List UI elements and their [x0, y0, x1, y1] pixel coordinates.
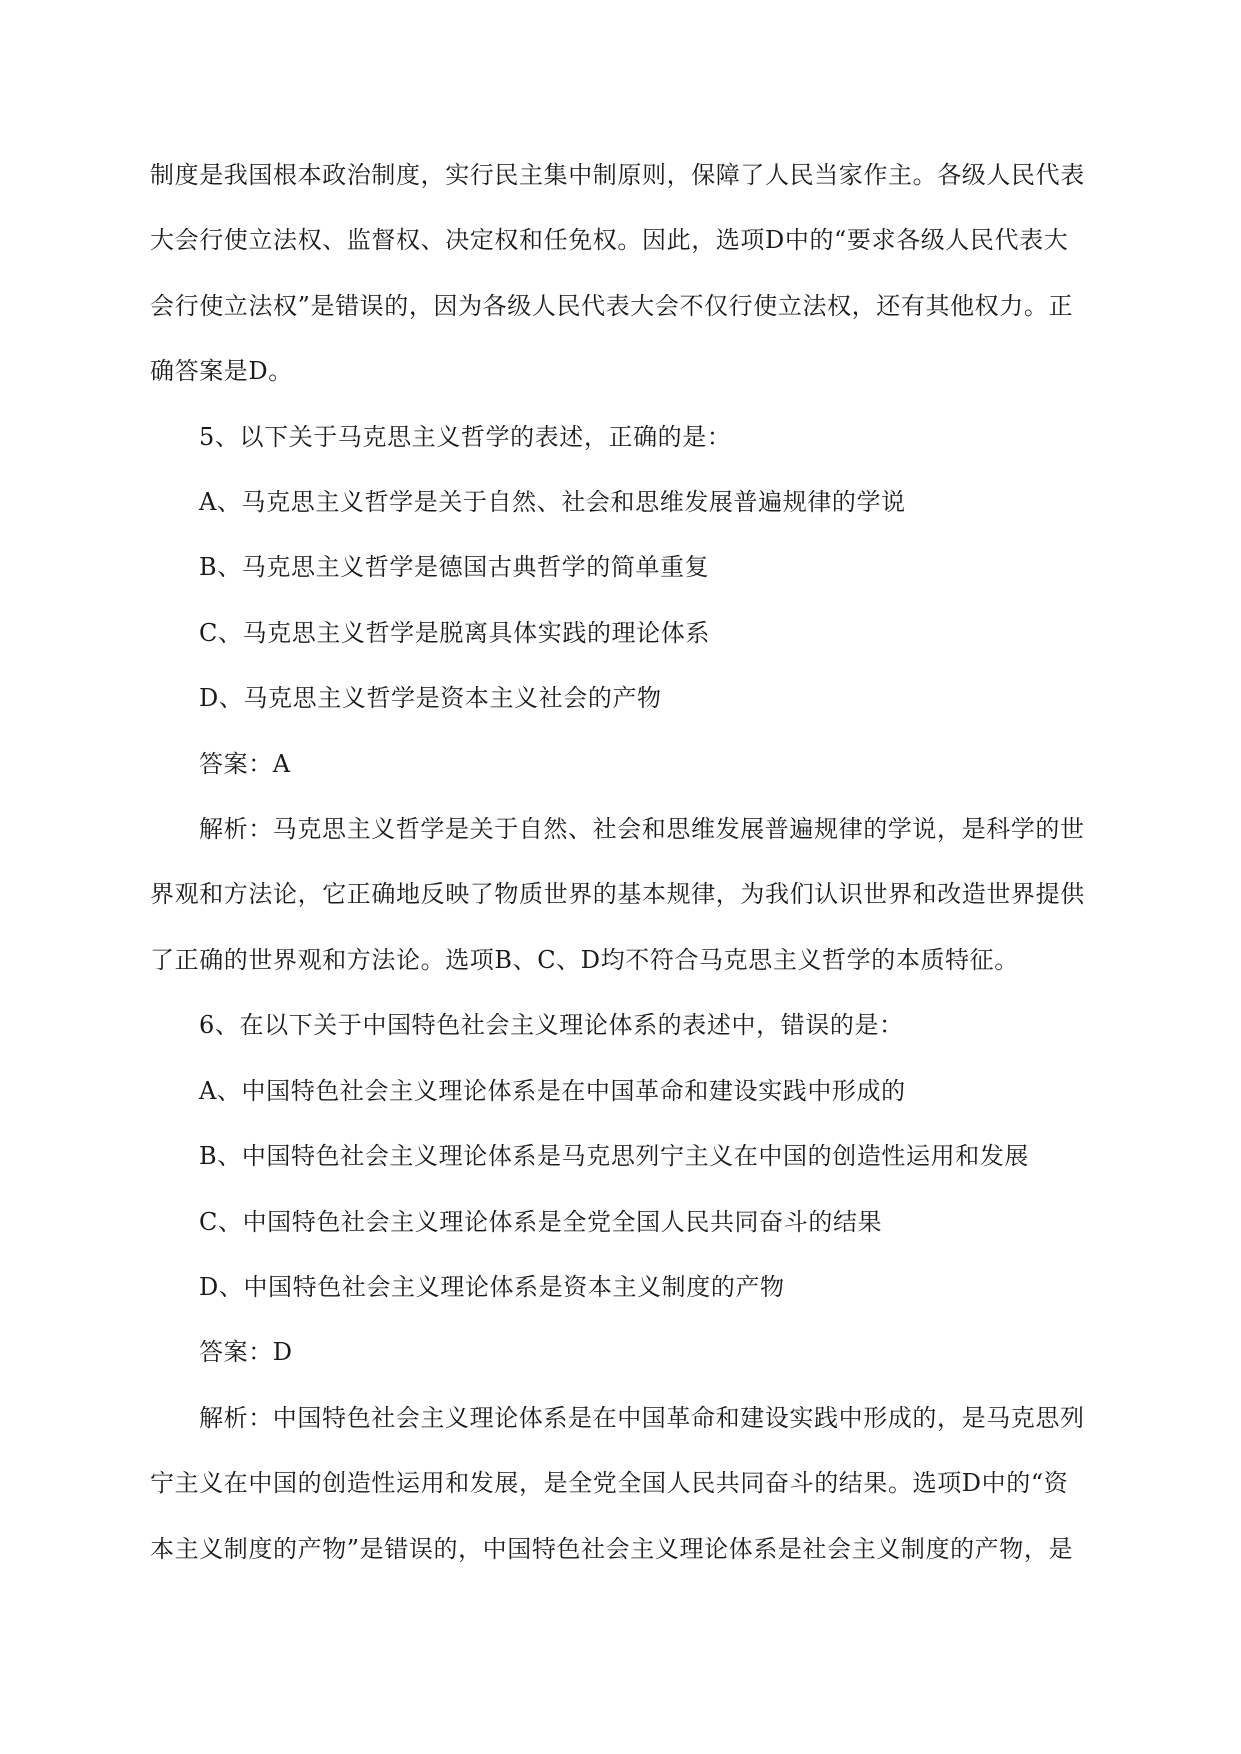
text-line: 确答案是D。: [150, 357, 293, 386]
text-line: 制度是我国根本政治制度，实行民主集中制原则，保障了人民当家作主。各级人民代表: [150, 161, 1085, 189]
question-6-answer: 答案：D: [199, 1338, 293, 1367]
text-line: 大会行使立法权、监督权、决定权和任免权。因此，选项D中的“要求各级人民代表大: [150, 226, 1069, 255]
question-6-option-a: A、中国特色社会主义理论体系是在中国革命和建设实践中形成的: [199, 1076, 906, 1105]
question-6-analysis: [150, 1386, 1093, 1582]
text-line: 宁主义在中国的创造性运用和发展，是全党全国人民共同奋斗的结果。选项D中的“资: [150, 1469, 1069, 1498]
question-6-option-b: B、中国特色社会主义理论体系是马克思列宁主义在中国的创造性运用和发展: [199, 1142, 1030, 1171]
question-6-option-c: C、中国特色社会主义理论体系是全党全国人民共同奋斗的结果: [199, 1207, 883, 1236]
question-5-option-a: A、马克思主义哲学是关于自然、社会和思维发展普遍规律的学说: [199, 488, 906, 517]
question-6: 6、在以下关于中国特色社会主义理论体系的表述中，错误的是：: [199, 1011, 904, 1040]
question-5-option-b: B、马克思主义哲学是德国古典哲学的简单重复: [199, 553, 710, 582]
page-content: [150, 143, 1093, 1582]
text-line: 会行使立法权”是错误的，因为各级人民代表大会不仅行使立法权，还有其他权力。正: [150, 291, 1074, 320]
previous-analysis-continuation: [150, 143, 1093, 405]
text-line: 解析：中国特色社会主义理论体系是在中国革命和建设实践中形成的，是马克思列: [199, 1403, 1085, 1432]
text-line: 了正确的世界观和方法论。选项B、C、D均不符合马克思主义哲学的本质特征。: [150, 945, 1019, 974]
text-line: 解析：马克思主义哲学是关于自然、社会和思维发展普遍规律的学说，是科学的世: [199, 815, 1085, 844]
question-6-option-d: D、中国特色社会主义理论体系是资本主义制度的产物: [199, 1272, 785, 1301]
question-5-analysis: [150, 797, 1093, 993]
question-5-option-d: D、马克思主义哲学是资本主义社会的产物: [199, 684, 662, 713]
question-5-answer: 答案：A: [199, 749, 291, 778]
question-5: 5、以下关于马克思主义哲学的表述，正确的是：: [199, 422, 732, 451]
text-line: 本主义制度的产物”是错误的，中国特色社会主义理论体系是社会主义制度的产物，是: [150, 1534, 1074, 1563]
question-5-option-c: C、马克思主义哲学是脱离具体实践的理论体系: [199, 618, 710, 647]
text-line: 界观和方法论，它正确地反映了物质世界的基本规律，为我们认识世界和改造世界提供: [150, 880, 1085, 909]
